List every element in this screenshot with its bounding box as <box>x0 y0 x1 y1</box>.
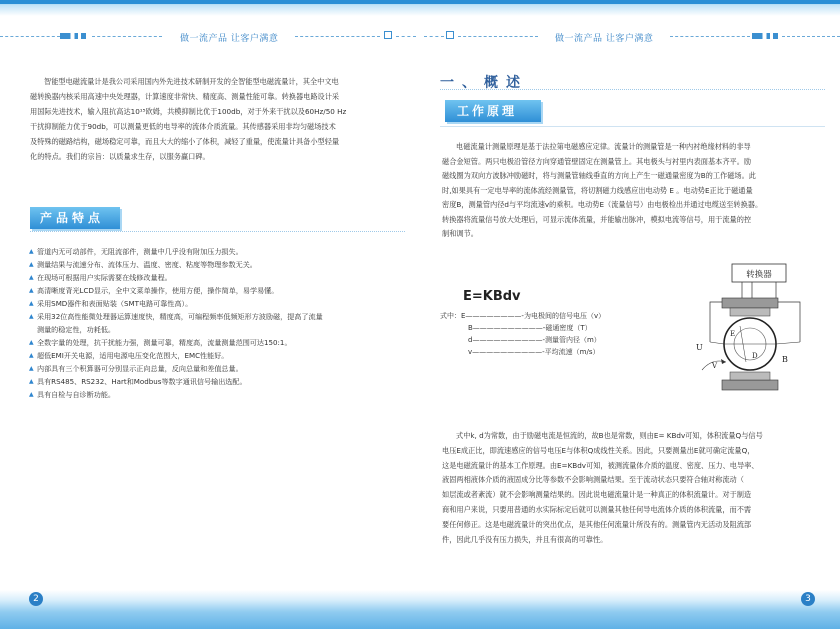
overview-title: 一、概述 <box>440 75 528 91</box>
header-rule-left-d <box>396 36 416 37</box>
explanation-paragraph <box>442 429 827 547</box>
top-banner <box>0 0 840 46</box>
principle-line: 制和调节。 <box>442 229 478 238</box>
bullet-triangle-icon: ▲ <box>29 352 34 359</box>
feature-item: ▲ 超低EMI开关电源，适用电源电压变化范围大，EMC性能好。 <box>29 351 229 360</box>
label-d: D <box>752 352 758 360</box>
bullet-triangle-icon: ▲ <box>29 391 34 398</box>
wire-right <box>776 282 800 342</box>
principle-line: 时,如果具有一定电导率的流体流经测量管，将切割磁力线感应出电动势 E 。电动势E正比于磁通量 <box>442 185 753 195</box>
header-rule-right-a <box>424 36 444 37</box>
header-square-left <box>384 31 392 39</box>
intro-paragraph <box>30 74 410 164</box>
header-dots-right <box>752 33 778 39</box>
principle-rule <box>440 126 825 127</box>
bullet-triangle-icon: ▲ <box>29 313 34 320</box>
feature-item: ▲ 全数字量的处理，抗干扰能力强，测量可靠，精度高，流量测量范围可达150:1。 <box>29 338 292 347</box>
principle-diagram <box>682 262 812 402</box>
intro-line: 用国际先进技术，输入阻抗高达10¹⁵欧姆，共模抑制比优于100db，对于外来干扰以及60Hz/50 Hz <box>30 107 347 116</box>
legend-line-B: B——————————-磁通密度（T） <box>468 324 592 332</box>
top-pole <box>730 308 770 316</box>
electrode-left <box>710 342 724 344</box>
top-stripe <box>0 0 840 4</box>
feature-item: ▲ 在现场可根据用户实际需要在线修改量程。 <box>29 273 172 282</box>
header-slogan-right: 做一流产品 让客户满意 <box>555 34 654 44</box>
principle-line: 磁合金短管。两只电极沿管径方向穿通管壁固定在测量管上。其电极头与衬里内表面基本齐平。励 <box>442 156 752 166</box>
feature-item: ▲ 管道内无可动部件，无阻流部件，测量中几乎没有附加压力损失。 <box>29 247 243 256</box>
explanation-line: 如层流或者紊流）就不会影响测量结果的。因此说电磁流量计是一种真正的体积流量计。对于制造 <box>442 490 752 500</box>
label-e: E <box>730 330 736 338</box>
header-rule-right-c <box>670 36 750 37</box>
top-magnet <box>722 298 778 308</box>
principle-heading: 工作原理 <box>445 100 541 122</box>
feature-item: ▲ 高清晰度背光LCD显示，全中文菜单操作，使用方便，操作简单，易学易懂。 <box>29 286 279 295</box>
feature-item: ▲ 具有RS485、RS232、Hart和Modbus等数字通讯信号输出选配。 <box>29 377 247 386</box>
header-rule-left-c <box>295 36 380 37</box>
bottom-pole <box>730 372 770 380</box>
label-u: U <box>696 343 703 352</box>
bullet-triangle-icon: ▲ <box>29 365 34 372</box>
bullet-triangle-icon: ▲ <box>29 248 34 255</box>
bullet-triangle-icon: ▲ <box>29 261 34 268</box>
page-number-left: 2 <box>29 592 43 606</box>
principle-line: 电磁流量计测量原理是基于法拉第电磁感应定律。流量计的测量管是一种内衬绝缘材料的非导 <box>456 142 751 151</box>
bottom-banner <box>0 590 840 629</box>
header-rule-right-b <box>458 36 538 37</box>
bullet-triangle-icon: ▲ <box>29 287 34 294</box>
intro-line: 磁转换器内核采用高速中央处理器，计算速度非常快、精度高、测量性能可靠。转换器电路设计采 <box>30 92 340 101</box>
bullet-triangle-icon: ▲ <box>29 339 34 346</box>
principle-paragraph <box>442 140 827 242</box>
principle-line: 密度B，测量管内径d与平均流速v的乘积。电动势E（流量信号）由电极检出并通过电缆送至转换器。 <box>442 200 763 209</box>
intro-line: 智能型电磁流量计是我公司采用国内外先进技术研制开发的全智能型电磁流量计，其全中文电 <box>44 77 339 86</box>
feature-item: ▲ 采用32位高性能微处理器运算速度快，精度高，可编程频率低频矩形方波励磁，提高了流量 <box>29 312 323 321</box>
overview-rule <box>440 89 825 90</box>
explanation-line: 件，因此几乎没有压力损失，并且有很高的可靠性。 <box>442 534 608 544</box>
feature-list <box>29 245 414 401</box>
principle-line: 磁线圈为双向方波脉冲励磁时，将与测量管轴线垂直的方向上产生一磁通量密度为B的工作磁场。此 <box>442 171 756 180</box>
feature-item: ▲ 采用SMD器件和表面贴装（SMT电路可靠性高）。 <box>29 299 193 308</box>
features-heading: 产品特点 <box>30 207 120 229</box>
header-rule-left-a <box>0 36 60 37</box>
intro-line: 干扰抑制能力优于90db，可以测量更低的电导率的流体介质流量。其传感器采用非均匀磁场技术 <box>30 122 336 131</box>
principle-line: 转换器将流量信号放大处理后，可显示流体流量，并能输出脉冲，模拟电流等信号，用于流量的控 <box>442 214 752 224</box>
legend-line-d: d——————————-测量管内径（m） <box>468 336 601 344</box>
feature-item: ▲ 具有自检与自诊断功能。 <box>29 390 116 399</box>
feature-item-continuation: 测量的稳定性，功耗低。 <box>37 325 116 334</box>
feature-item: ▲ 内部具有三个积算器可分别显示正向总量，反向总量和差值总量。 <box>29 364 243 373</box>
header-slogan-left: 做一流产品 让客户满意 <box>180 34 279 44</box>
label-v: V <box>712 362 718 370</box>
electrode-right <box>776 342 800 344</box>
legend-line-v: v——————————-平均流速（m/s） <box>468 348 600 356</box>
header-square-right <box>446 31 454 39</box>
intro-line: 化的特点。我们的宗旨：以质量求生存，以服务赢口碑。 <box>30 152 210 161</box>
bullet-triangle-icon: ▲ <box>29 274 34 281</box>
feature-item: ▲ 测量结果与流速分布、流体压力、温度、密度、粘度等物理参数无关。 <box>29 260 257 269</box>
intro-line: 及特殊的磁路结构，磁场稳定可靠，而且大大的缩小了体积，减轻了重量，使流量计具备小型轻量 <box>30 137 340 146</box>
page-number-right: 3 <box>801 592 815 606</box>
bullet-triangle-icon: ▲ <box>29 378 34 385</box>
label-b: B <box>782 355 788 364</box>
legend-line-E: 式中：E————————-为电极间的信号电压（v） <box>440 312 606 320</box>
header-dots-left <box>60 33 86 39</box>
formula: E=KBdv <box>463 289 521 304</box>
features-rule <box>30 231 405 232</box>
explanation-line: 要任何修正。这是电磁流量计的突出优点，是其他任何流量计所没有的。测量管内无活动及阻流部 <box>442 519 752 529</box>
explanation-line: 这是电磁流量计的基本工作原理。由E=KBdv可知，被测流量体介质的温度、密度、压力、电导率、 <box>442 460 759 470</box>
header-rule-left-b <box>92 36 162 37</box>
bullet-triangle-icon: ▲ <box>29 300 34 307</box>
bottom-magnet <box>722 380 778 390</box>
explanation-line: 商和用户来说，只要用普通的水实际标定后就可以测量其他任何导电流体介质的体积流量，而不需 <box>442 504 752 514</box>
explanation-line: 液固两相液体介质的液固成分比等参数不会影响测量结果。至于流动状态只要符合轴对称流动（ <box>442 475 744 485</box>
header-rule-right-d <box>782 36 840 37</box>
converter-label: 转换器 <box>746 270 772 280</box>
explanation-line: 式中k, d为常数，由于励磁电流是恒流的，故B也是常数，则由E= KBdv可知，体积流量Q与信号 <box>456 431 763 440</box>
explanation-line: 电压E成正比，即流速感应的信号电压E与体积Q成线性关系。因此，只要测量出E就可确定流量Q， <box>442 445 755 455</box>
